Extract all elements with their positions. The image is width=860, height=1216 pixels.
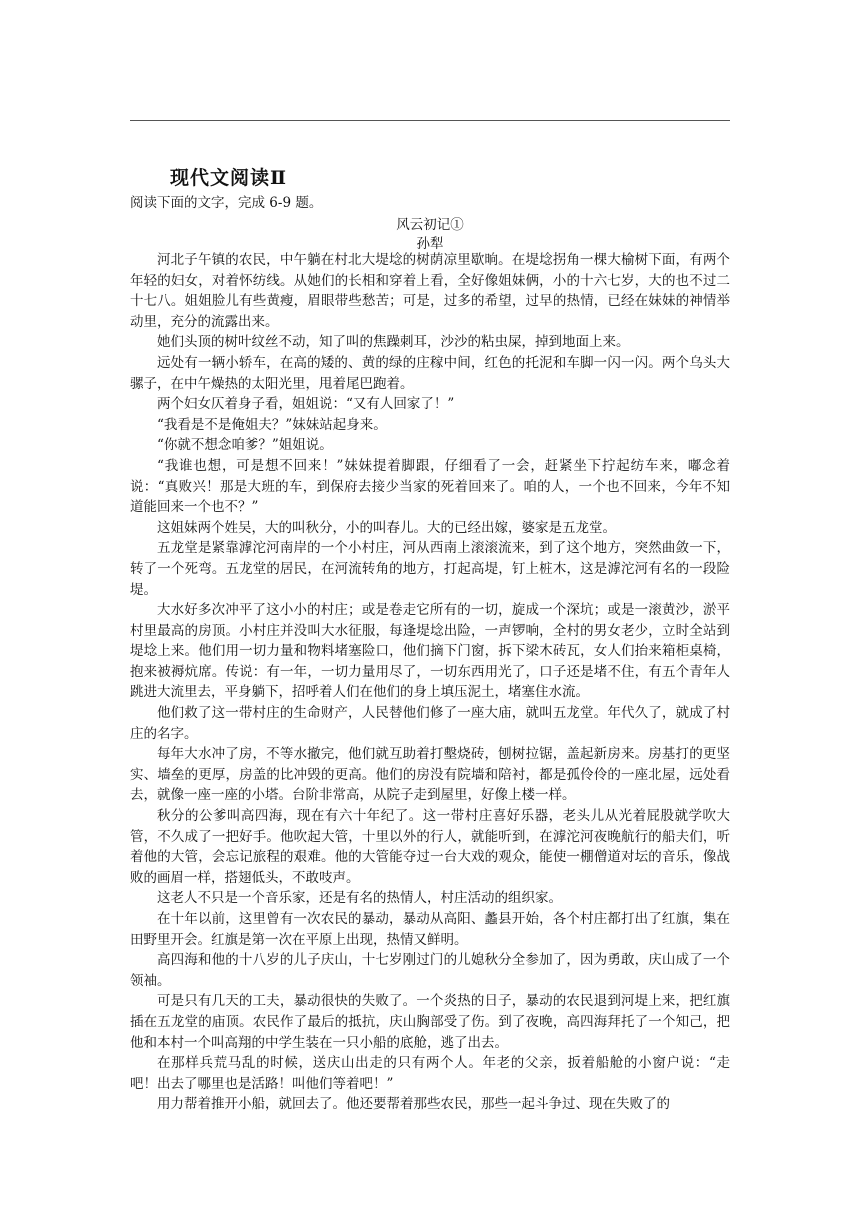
paragraph: 远处有一辆小轿车，在高的矮的、黄的绿的庄稼中间，红色的托泥和车脚一闪一闪。两个乌头大骡子，在中午燥热的太阳光里，甩着尾巴跑着。: [130, 354, 730, 392]
paragraph: 她们头顶的树叶纹丝不动，知了叫的焦躁刺耳，沙沙的粘虫屎，掉到地面上来。: [157, 334, 630, 351]
header-rule: [130, 120, 730, 121]
paragraph: “我谁也想，可是想不回来！”妹妹提着脚跟，仔细看了一会，赶紧坐下拧起纺车来，嘟念着说：“真败兴！那是大班的车，到保府去接少当家的死着回来了。咱的人，一个也不回来，今年不知道能回来一个也不？”: [130, 457, 730, 516]
paragraph: “你就不想念咱爹？”姐姐说。: [157, 437, 333, 454]
paragraph: 可是只有几天的工夫，暴动很快的失败了。一个炎热的日子，暴动的农民退到河堤上来，把红旗插在五龙堂的庙顶。农民作了最后的抵抗，庆山胸部受了伤。到了夜晚，高四海拜托了一个知己，把他和本村一个叫高翔的中学生装在一只小船的底舱，逃了出去。: [130, 993, 730, 1051]
paragraph: 用力帮着推开小船，就回去了。他还要帮着那些农民，那些一起斗争过、现在失败了的: [157, 1096, 670, 1113]
paragraph: 秋分的公爹叫高四海，现在有六十年纪了。这一带村庄喜好乐器，老头儿从光着屁股就学吹大管，不久成了一把好手。他吹起大管，十里以外的行人，就能听到，在滹沱河夜晚航行的船夫们，听着他的大管，会忘记旅程的艰难。他的大管能夺过一台大戏的观众，能使一棚僧道对坛的音乐，像战败的画眉一样，搭翅低头，不敢吱声。: [130, 808, 730, 886]
article-author: 孙犁: [416, 236, 444, 252]
paragraph: 高四海和他的十八岁的儿子庆山，十七岁刚过门的儿媳秋分全参加了，因为勇敢，庆山成了一个领袖。: [130, 952, 730, 989]
article-title: 风云初记①: [396, 217, 464, 233]
paragraph: 五龙堂是紧靠滹沱河南岸的一个小村庄，河从西南上滚滚流来，到了这个地方，突然曲敛一下，转了一个死弯。五龙堂的居民，在河流转角的地方，打起高堤，钉上桩木，这是滹沱河有名的一段险堤。: [130, 540, 730, 598]
reading-instruction: 阅读下面的文字，完成 6-9 题。: [130, 195, 323, 211]
paragraph: 这老人不只是一个音乐家，还是有名的热情人，村庄活动的组织家。: [157, 890, 562, 907]
paragraph: 河北子午镇的农民，中午躺在村北大堤埝的树荫凉里歇晌。在堤埝拐角一棵大榆树下面，有两个年轻的妇女，对着怀纺线。从她们的长相和穿着上看，全好像姐妹俩，小的十六七岁，大的也不过二十七八。姐姐脸儿有些黄瘦，眉眼带些愁苦；可是，过多的希望，过早的热情，已经在妹妹的神情举动里，充分的流露出来。: [130, 252, 730, 330]
paragraph: “我看是不是俺姐夫？”妹妹站起身来。: [157, 416, 387, 433]
paragraph: 在那样兵荒马乱的时候，送庆山出走的只有两个人。年老的父亲，扳着船舱的小窗户说：“走吧！出去了哪里也是活路！叫他们等着吧！”: [130, 1055, 730, 1092]
paragraph: 每年大水冲了房，不等水撤完，他们就互助着打墼烧砖，刨树拉锯，盖起新房来。房基打的更坚实、墙垒的更厚，房盖的比冲毁的更高。他们的房没有院墙和陪衬，都是孤伶伶的一座北屋，远处看去，就像一座一座的小塔。台阶非常高，从院子走到屋里，好像上楼一样。: [130, 746, 730, 804]
section-title: 现代文阅读Ⅱ: [170, 167, 288, 189]
paragraph: 两个妇女仄着身子看，姐姐说：“又有人回家了！”: [157, 396, 455, 413]
paragraph: 大水好多次冲平了这小小的村庄；或是卷走它所有的一切，旋成一个深坑；或是一滚黄沙，淤平村里最高的房顶。小村庄并没叫大水征服，每逢堤埝出险，一声锣响，全村的男女老少，立时全站到堤埝上来。他们用一切力量和物料堵塞险口，他们摘下门窗，拆下梁木砖瓦，女人们抬来箱柜桌椅，抱来被褥炕席。传说：有一年，一切力量用尽了，一切东西用光了，口子还是堵不住，有五个青年人跳进大流里去，平身躺下，招呼着人们在他们的身上填压泥土，堵塞住水流。: [130, 602, 730, 701]
article-body: [130, 250, 730, 1115]
paragraph: 这姐妹两个姓吴，大的叫秋分，小的叫春儿。大的已经出嫁，婆家是五龙堂。: [157, 519, 616, 536]
paragraph: 在十年以前，这里曾有一次农民的暴动，暴动从高阳、蠡县开始，各个村庄都打出了红旗，集在田野里开会。红旗是第一次在平原上出现，热情又鲜明。: [130, 911, 730, 948]
paragraph: 他们救了这一带村庄的生命财产，人民替他们修了一座大庙，就叫五龙堂。年代久了，就成了村庄的名字。: [130, 705, 730, 742]
